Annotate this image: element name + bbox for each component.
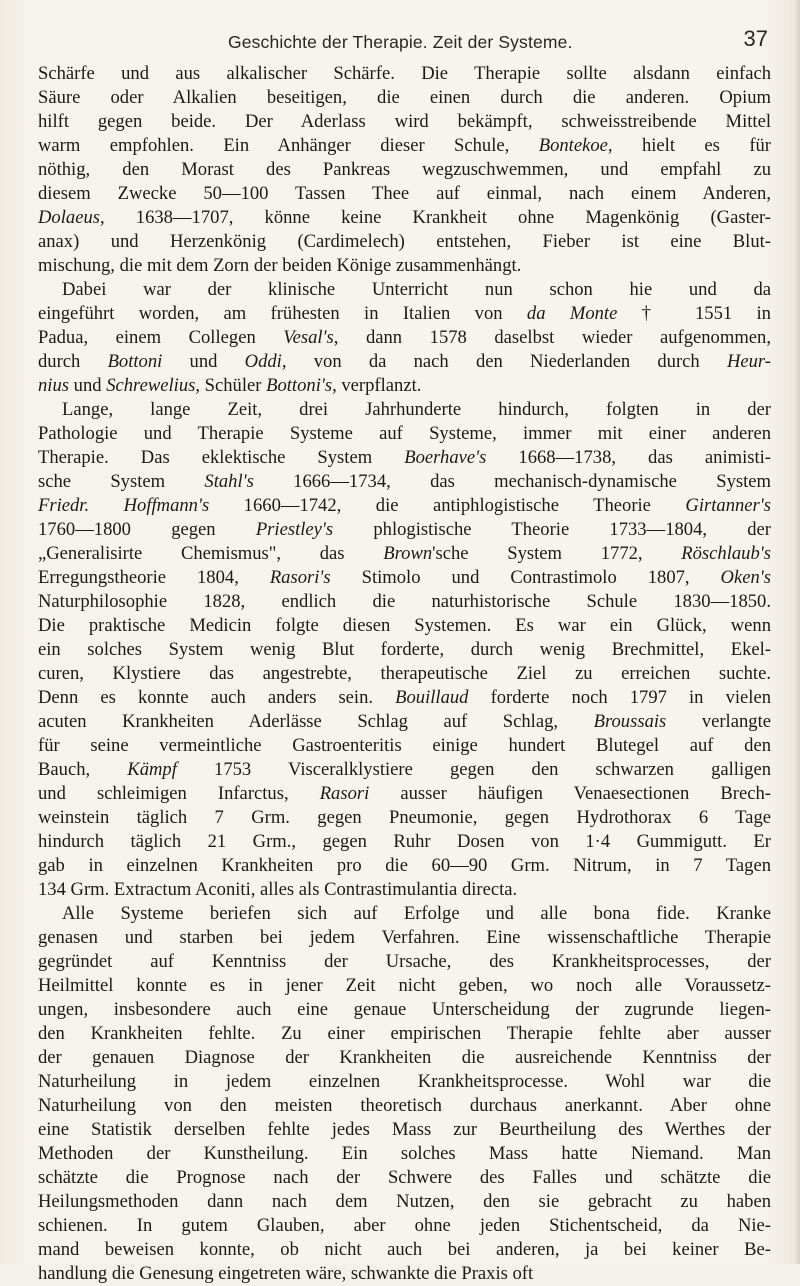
text-line: Methoden der Kunstheilung. Ein solches Mass hatte Niemand. Man — [38, 1143, 771, 1164]
text-line: Heilungsmethoden dann nach dem Nutzen, den sie gebracht zu haben — [38, 1191, 771, 1212]
page-edge-shadow — [794, 0, 800, 1264]
text-line: durch Bottoni und Oddi, von da nach den Niederlanden durch Heur- — [38, 351, 771, 372]
text-line: der genauen Diagnose der Krankheiten die ausreichende Kenntniss der — [38, 1047, 771, 1068]
text-line: mand beweisen konnte, ob nicht auch bei anderen, ja bei keiner Be- — [38, 1239, 771, 1260]
text-line: Therapie. Das eklektische System Boerhave's 1668—1738, das animisti- — [38, 447, 771, 468]
text-line: Naturheilung in jedem einzelnen Krankheitsprocesse. Wohl war die — [38, 1071, 771, 1092]
text-line: weinstein täglich 7 Grm. gegen Pneumonie, gegen Hydrothorax 6 Tage — [38, 807, 771, 828]
text-line: Schärfe und aus alkalischer Schärfe. Die Therapie sollte alsdann einfach — [38, 63, 771, 84]
text-line: Säure oder Alkalien beseitigen, die einen durch die anderen. Opium — [38, 87, 771, 108]
text-line: Dabei war der klinische Unterricht nun schon hie und da — [62, 279, 771, 300]
text-line: Die praktische Medicin folgte diesen Systemen. Es war ein Glück, wenn — [38, 615, 771, 636]
text-line: schätzte die Prognose nach der Schwere des Falles und schätzte die — [38, 1167, 771, 1188]
text-line: gegründet auf Kenntniss der Ursache, des Krankheitsprocesses, der — [38, 951, 771, 972]
text-line: Friedr. Hoffmann's 1660—1742, die antiphlogistische Theorie Girtanner's — [38, 495, 771, 516]
text-line: „Generalisirte Chemismus", das Brown'sche System 1772, Röschlaub's — [38, 543, 771, 564]
text-line: nius und Schrewelius, Schüler Bottoni's, verpflanzt. — [38, 375, 422, 396]
text-line: Naturphilosophie 1828, endlich die naturhistorische Schule 1830—1850. — [38, 591, 771, 612]
text-line: diesem Zwecke 50—100 Tassen Thee auf einmal, nach einem Anderen, — [38, 183, 771, 204]
text-line: ungen, insbesondere auch eine genaue Unterscheidung der zugrunde liegen- — [38, 999, 771, 1020]
text-line: warm empfohlen. Ein Anhänger dieser Schule, Bontekoe, hielt es für — [38, 135, 771, 156]
text-line: anax) und Herzenkönig (Cardimelech) entstehen, Fieber ist eine Blut- — [38, 231, 771, 252]
text-line: Alle Systeme beriefen sich auf Erfolge und alle bona fide. Kranke — [62, 903, 771, 924]
text-line: eine Statistik derselben fehlte jedes Mass zur Beurtheilung des Werthes der — [38, 1119, 771, 1140]
text-line: genasen und starben bei jedem Verfahren. Eine wissenschaftliche Therapie — [38, 927, 771, 948]
text-line: hindurch täglich 21 Grm., gegen Ruhr Dosen von 1·4 Gummigutt. Er — [38, 831, 771, 852]
page-header — [228, 22, 768, 52]
text-line: curen, Klystiere das angestrebte, therapeutische Ziel zu erreichen suchte. — [38, 663, 771, 684]
text-line: sche System Stahl's 1666—1734, das mechanisch-dynamische System — [38, 471, 771, 492]
text-line: Naturheilung von den meisten theoretisch durchaus anerkannt. Aber ohne — [38, 1095, 771, 1116]
text-line: Lange, lange Zeit, drei Jahrhunderte hindurch, folgten in der — [62, 399, 771, 420]
text-line: Dolaeus, 1638—1707, könne keine Krankheit ohne Magenkönig (Gaster- — [38, 207, 771, 228]
text-line: für seine vermeintliche Gastroenteritis einige hundert Blutegel auf den — [38, 735, 771, 756]
running-head: Geschichte der Therapie. Zeit der Systeme. — [228, 32, 573, 52]
text-line: mischung, die mit dem Zorn der beiden Könige zusammenhängt. — [38, 255, 522, 276]
text-line: Denn es konnte auch anders sein. Bouillaud forderte noch 1797 in vielen — [38, 687, 771, 708]
text-line: schienen. In gutem Glauben, aber ohne jeden Stichentscheid, da Nie- — [38, 1215, 771, 1236]
text-line: eingeführt worden, am frühesten in Italien von da Monte † 1551 in — [38, 303, 771, 324]
text-line: handlung die Genesung eingetreten wäre, schwankte die Praxis oft — [38, 1263, 534, 1284]
text-line: 1760—1800 gegen Priestley's phlogistische Theorie 1733—1804, der — [38, 519, 771, 540]
text-line: Padua, einem Collegen Vesal's, dann 1578 daselbst wieder aufgenommen, — [38, 327, 771, 348]
text-line: und schleimigen Infarctus, Rasori ausser häufigen Venaesectionen Brech- — [38, 783, 771, 804]
text-line: gab in einzelnen Krankheiten pro die 60—90 Grm. Nitrum, in 7 Tagen — [38, 855, 771, 876]
text-line: 134 Grm. Extractum Aconiti, alles als Contrastimulantia directa. — [38, 879, 518, 900]
page-number: 37 — [743, 26, 768, 51]
body-text — [38, 62, 771, 1286]
text-line: Bauch, Kämpf 1753 Visceralklystiere gegen den schwarzen galligen — [38, 759, 771, 780]
text-line: Pathologie und Therapie Systeme auf Systeme, immer mit einer anderen — [38, 423, 771, 444]
text-line: nöthig, den Morast des Pankreas wegzuschwemmen, und empfahl zu — [38, 159, 771, 180]
text-line: Erregungstheorie 1804, Rasori's Stimolo und Contrastimolo 1807, Oken's — [38, 567, 771, 588]
text-line: den Krankheiten fehlte. Zu einer empirischen Therapie fehlte aber ausser — [38, 1023, 771, 1044]
text-line: ein solches System wenig Blut forderte, durch wenig Brechmittel, Ekel- — [38, 639, 771, 660]
text-line: acuten Krankheiten Aderlässe Schlag auf Schlag, Broussais verlangte — [38, 711, 771, 732]
text-line: Heilmittel konnte es in jener Zeit nicht geben, wo noch alle Voraussetz- — [38, 975, 771, 996]
text-line: hilft gegen beide. Der Aderlass wird bekämpft, schweisstreibende Mittel — [38, 111, 771, 132]
